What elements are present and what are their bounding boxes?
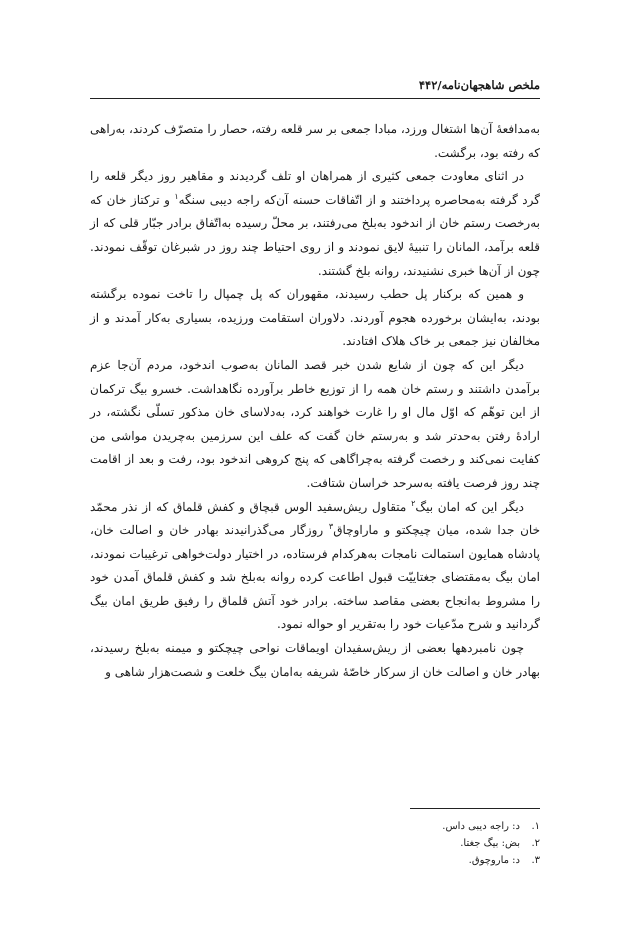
footnote-number: ۲. (531, 838, 540, 849)
paragraph (90, 283, 540, 354)
footnote-text: بض: بیگ جغتا. (460, 838, 520, 849)
footnote-number: ۳. (531, 855, 540, 866)
main-text (90, 118, 540, 684)
footnote-rule (410, 808, 540, 809)
header-rule (90, 98, 540, 99)
paragraph-text: روزگار می‌گذرانیدند بهادر خان و اصالت خان، پادشاه همایون استمالت نامجات به‌هرکدام فرستاده، در اختیار دولت‌خواهی ترغیبات نمودند، امان بیگ به‌مقتضای جغتاییّت قبول اطاعت کرده روانه به‌بلخ شد و کفش قلماق آمدن خود را مشروط به‌انجاح بعضی مقاصد ساخته. برادر خود آتش قلماق را رفیق طریق امان بیگ گردانید و شرح مدّعیات خود را به‌تقریر او حواله نمود. (90, 523, 540, 632)
paragraph (90, 496, 540, 638)
footnote-number: ۱. (531, 821, 540, 832)
paragraph (90, 354, 540, 496)
paragraph-text: و همین که برکنار پل حطب رسیدند، مقهوران که پل چمپال را تاخت نموده برگشته بودند، به‌ایشان برخورده هجوم آوردند. دلاوران استقامت ورزیده، بسیاری به‌کار آمدند و از مخالفان نیز جمعی بر خاک هلاک افتادند. (90, 287, 540, 349)
running-header: ملخص شاهجهان‌نامه/۴۴۲ (418, 78, 540, 92)
footnote-marker: ۲ (411, 498, 416, 508)
paragraph-text: دیگر این که چون از شایع شدن خبر قصد المانان به‌صوب اندخود، مردم آن‌جا عزم برآمدن داشتند و رستم خان همه را از توزیع خاطر برآورده نگاهداشت. خسرو بیگ ترکمان از این توهّم که اوّل مال او را غارت خواهند کرد، به‌دلاسای خان مذکور تسلّی نگشته، در ارادهٔ رفتن به‌حدتر شد و به‌رستم خان گفت که علف این سرزمین به‌چریدن مواشی من کفایت نمی‌کند و رخصت گرفته به‌چراگاهی که پنج کروهی اندخود بود، رفت و بعد از اقامت چند روز فرصت یافته به‌سرحد خراسان شتافت. (90, 357, 540, 490)
footnotes (300, 818, 540, 869)
footnote (300, 852, 540, 869)
paragraph-text: چون نامبردهها بعضی از ریش‌سفیدان اویماقات نواحی چیچکتو و میمنه به‌بلخ رسیدند، بهادر خان و اصالت خان از سرکار خاصّهٔ شریفه به‌امان بیگ خلعت و شصت‌هزار شاهی و (90, 641, 540, 679)
paragraph-text: متقاول ریش‌سفید الوس قبچاق و کفش قلماق که از نذر محمّد خان جدا شده، میان چیچکتو و ماراوچاق (90, 499, 540, 538)
footnote (300, 818, 540, 835)
footnote-text: د: ماروچوق. (468, 855, 520, 866)
paragraph (90, 165, 540, 283)
paragraph (90, 118, 540, 165)
footnote-text: د: راجه دیبی داس. (442, 821, 520, 832)
footnote-marker: ۱ (174, 191, 179, 201)
paragraph-text: به‌مدافعهٔ آن‌ها اشتغال ورزد، مبادا جمعی بر سر قلعه رفته، حصار را متصرّف کردند، به‌راهی که رفته بود، برگشت. (90, 122, 540, 160)
paragraph-text: دیگر این که امان بیگ (415, 499, 525, 514)
footnote-marker: ۳ (328, 522, 334, 532)
paragraph-text: در اثنای معاودت جمعی کثیری از همراهان او تلف گردیدند و مقاهیر روز دیگر قلعه را گرد گرفته به‌محاصره پرداختند و از اتّفاقات حسنه آن‌که راجه دیبی سنگه (90, 169, 540, 207)
footnote (300, 835, 540, 852)
paragraph (90, 637, 540, 684)
paragraph-text: و ترکتاز خان که به‌رخصت رستم خان از اندخود به‌بلخ می‌رفتند، بر محلّ رسیده به‌اتّفاق برادر جبّار قلی که از قلعه برآمد، المانان را تنبیهٔ لایق نمودند و از روی احتیاط چند روز در شبرغان توقّف نمودند. چون از آن‌ها خبری نشنیدند، روانه بلخ گشتند. (90, 192, 540, 278)
